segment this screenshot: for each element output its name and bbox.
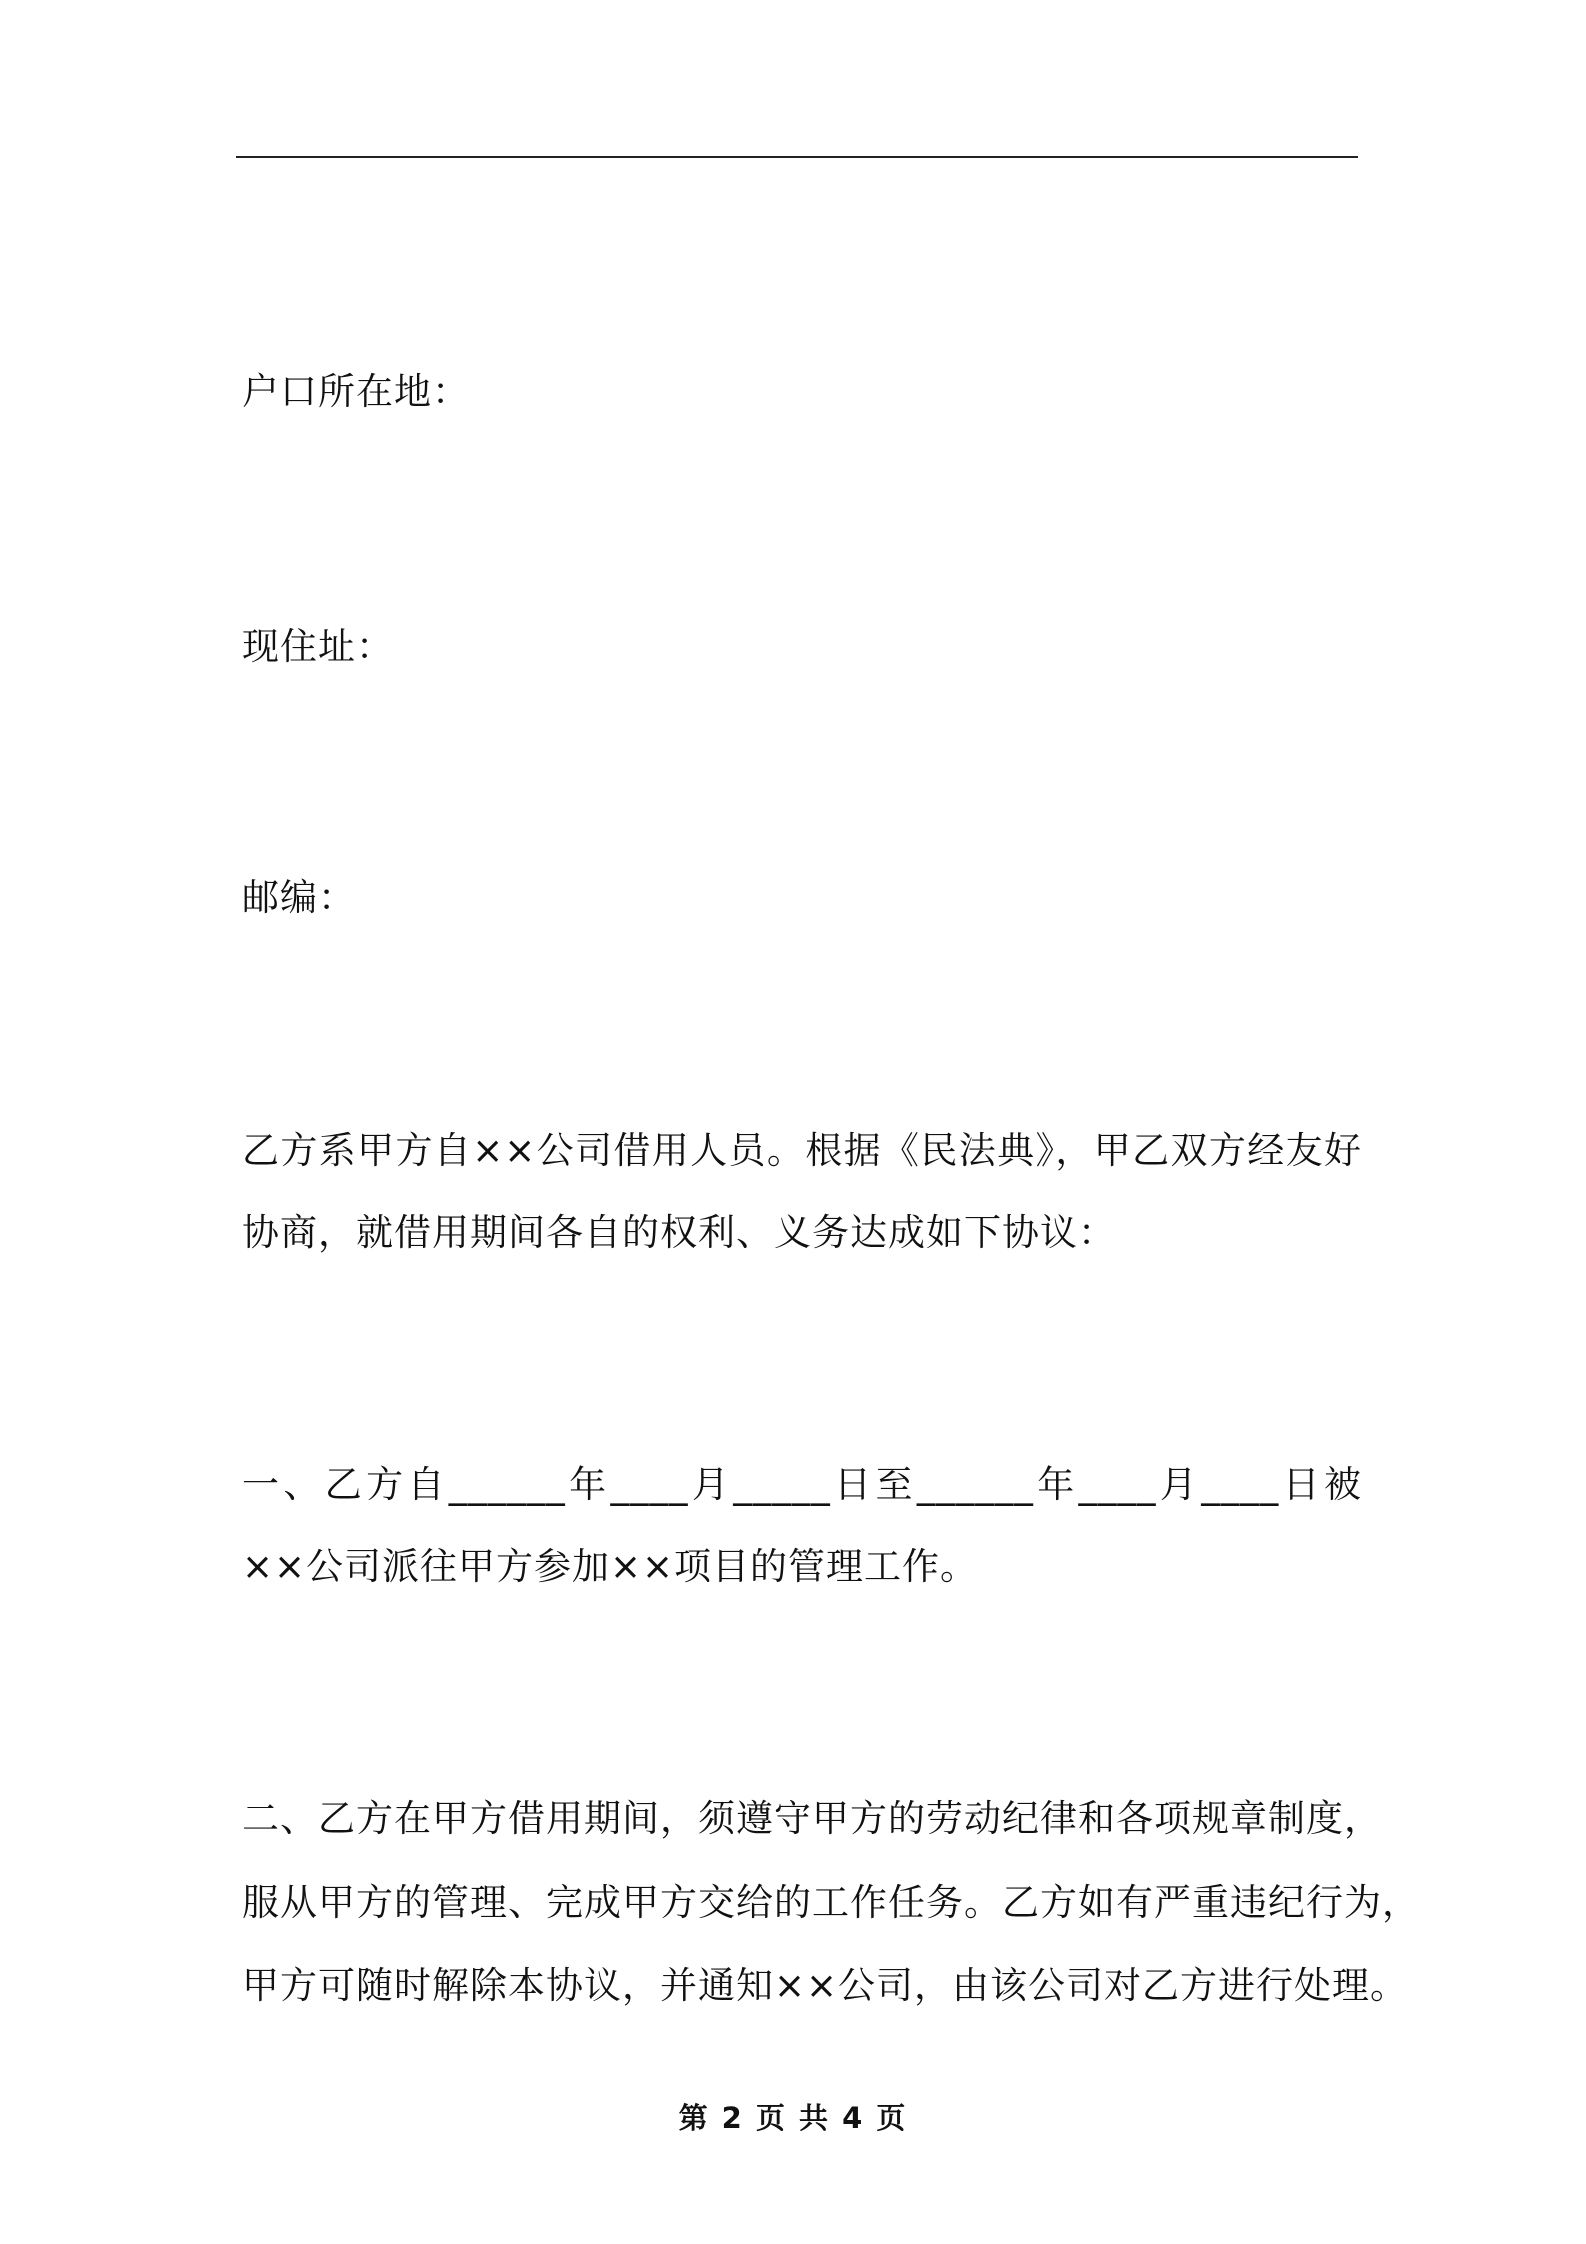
clause-1-line-1: 一、乙方自______年____月_____日至______年____月____日被 (242, 1463, 1362, 1506)
clause-1-line-2: ××公司派往甲方参加××项目的管理工作。 (242, 1545, 979, 1588)
field-current-address: 现住址： (242, 625, 394, 668)
clause-2-line-2: 服从甲方的管理、完成甲方交给的工作任务。乙方如有严重违纪行为， (242, 1881, 1420, 1924)
field-household-registration: 户口所在地： (242, 370, 470, 413)
clause-2-line-3: 甲方可随时解除本协议，并通知××公司，由该公司对乙方进行处理。 (242, 1964, 1409, 2007)
intro-line-1: 乙方系甲方自××公司借用人员。根据《民法典》，甲乙双方经友好 (242, 1129, 1362, 1172)
field-postal-code: 邮编： (242, 876, 356, 919)
clause-2-line-1: 二、乙方在甲方借用期间，须遵守甲方的劳动纪律和各项规章制度， (242, 1797, 1382, 1840)
intro-line-2: 协商，就借用期间各自的权利、义务达成如下协议： (242, 1211, 1116, 1254)
page-number-footer: 第 2 页 共 4 页 (678, 2101, 908, 2135)
header-divider (236, 156, 1358, 158)
